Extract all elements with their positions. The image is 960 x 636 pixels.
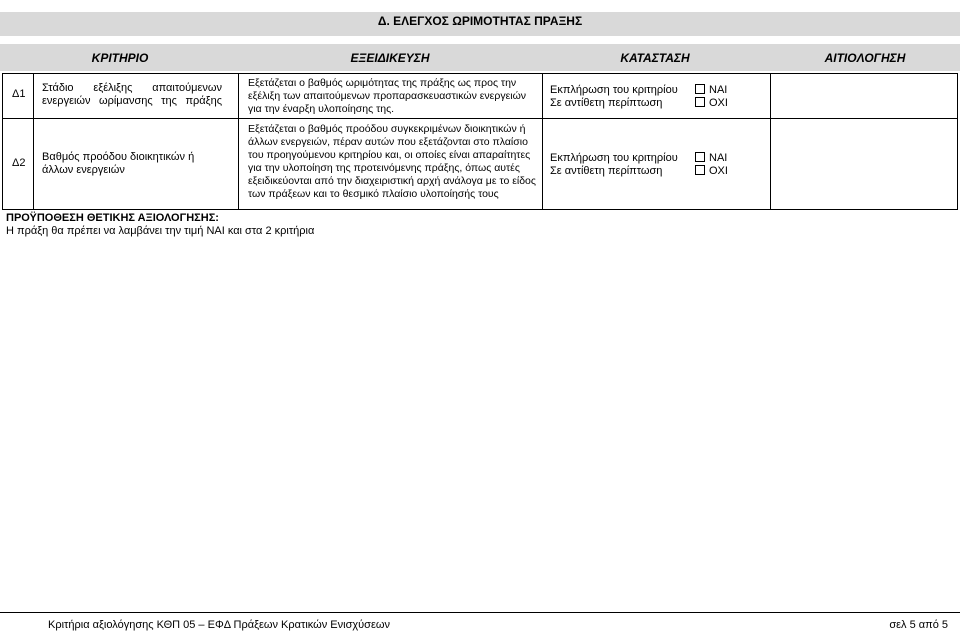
criteria-table xyxy=(2,73,958,210)
option-no-label: ΟΧΙ xyxy=(709,97,728,109)
page-footer xyxy=(0,617,960,635)
checkbox-icon xyxy=(695,165,705,175)
row-separator xyxy=(2,118,958,119)
checkbox-icon xyxy=(695,97,705,107)
option-no-label: ΟΧΙ xyxy=(709,165,728,177)
header-explanation: ΕΞΕΙΔΙΚΕΥΣΗ xyxy=(350,51,430,65)
table-divider-status xyxy=(770,73,771,210)
footer-page-number: σελ 5 από 5 xyxy=(889,619,948,631)
header-criterion: ΚΡΙΤΗΡΙΟ xyxy=(91,51,149,65)
status-met-label: Εκπλήρωση του κριτηρίου xyxy=(550,84,678,96)
option-no[interactable] xyxy=(695,97,728,110)
row-code: Δ1 xyxy=(12,88,26,100)
table-border-right xyxy=(957,73,958,210)
option-yes-label: ΝΑΙ xyxy=(709,152,728,164)
table-divider-explanation xyxy=(542,73,543,210)
section-title-text: Δ. ΕΛΕΓΧΟΣ ΩΡΙΜΟΤΗΤΑΣ ΠΡΑΞΗΣ xyxy=(377,14,583,28)
status-options xyxy=(550,152,770,178)
header-status: ΚΑΤΑΣΤΑΣΗ xyxy=(620,51,690,65)
table-divider-criterion xyxy=(238,73,239,210)
table-border-top xyxy=(2,73,958,74)
checkbox-icon xyxy=(695,152,705,162)
option-no[interactable] xyxy=(695,165,728,178)
justification-cell[interactable] xyxy=(772,75,955,117)
option-yes[interactable] xyxy=(695,152,727,165)
table-header-row xyxy=(0,44,960,71)
option-yes-label: ΝΑΙ xyxy=(709,84,728,96)
precondition-text: Η πράξη θα πρέπει να λαμβάνει την τιμή ΝΑΙ και στα 2 κριτήρια xyxy=(6,225,315,237)
checkbox-icon xyxy=(695,84,705,94)
positive-evaluation-precondition xyxy=(6,212,314,238)
status-met-label: Εκπλήρωση του κριτηρίου xyxy=(550,152,678,164)
criterion-explanation: Εξετάζεται ο βαθμός ωριμότητας της πράξης ως προς την εξέλιξη των απαιτούμενων προπαρασκευαστικών ενεργειών για την έναρξη υλοποίησης της. xyxy=(248,77,527,115)
row-code: Δ2 xyxy=(12,157,26,169)
section-title xyxy=(0,12,960,36)
footer-divider xyxy=(0,612,960,613)
status-opposite-label: Σε αντίθετη περίπτωση xyxy=(550,165,663,177)
criterion-label: Στάδιο εξέλιξης απαιτούμενων ενεργειών ωρίμανσης της πράξης xyxy=(42,82,222,107)
precondition-title: ΠΡΟΫΠΟΘΕΣΗ ΘΕΤΙΚΗΣ ΑΞΙΟΛΟΓΗΣΗΣ: xyxy=(6,212,219,224)
criterion-label: Βαθμός προόδου διοικητικών ή άλλων ενεργειών xyxy=(42,151,195,176)
header-justification: ΑΙΤΙΟΛΟΓΗΣΗ xyxy=(824,51,906,65)
table-border-left xyxy=(2,73,3,210)
option-yes[interactable] xyxy=(695,84,727,97)
justification-cell[interactable] xyxy=(772,120,955,207)
status-opposite-label: Σε αντίθετη περίπτωση xyxy=(550,97,663,109)
table-border-bottom xyxy=(2,209,958,210)
criterion-explanation: Εξετάζεται ο βαθμός προόδου συγκεκριμένων διοικητικών ή άλλων ενεργειών, πέραν αυτών που εξετάζονται στο πλαίσιο του προηγούμενου κριτηρίου και, οι οποίες είναι απαραίτητες για την υλοποίηση της προτεινόμενης πράξης, όπως αυτές εξειδικεύονται από την διαχειριστική αρχή ανάλογα με το είδος των πράξεων και το θεσμικό πλαίσιο υλοποίησής τους xyxy=(248,123,536,200)
status-options xyxy=(550,84,770,110)
footer-document-title: Κριτήρια αξιολόγησης ΚΘΠ 05 – ΕΦΔ Πράξεων Κρατικών Ενισχύσεων xyxy=(48,619,390,631)
